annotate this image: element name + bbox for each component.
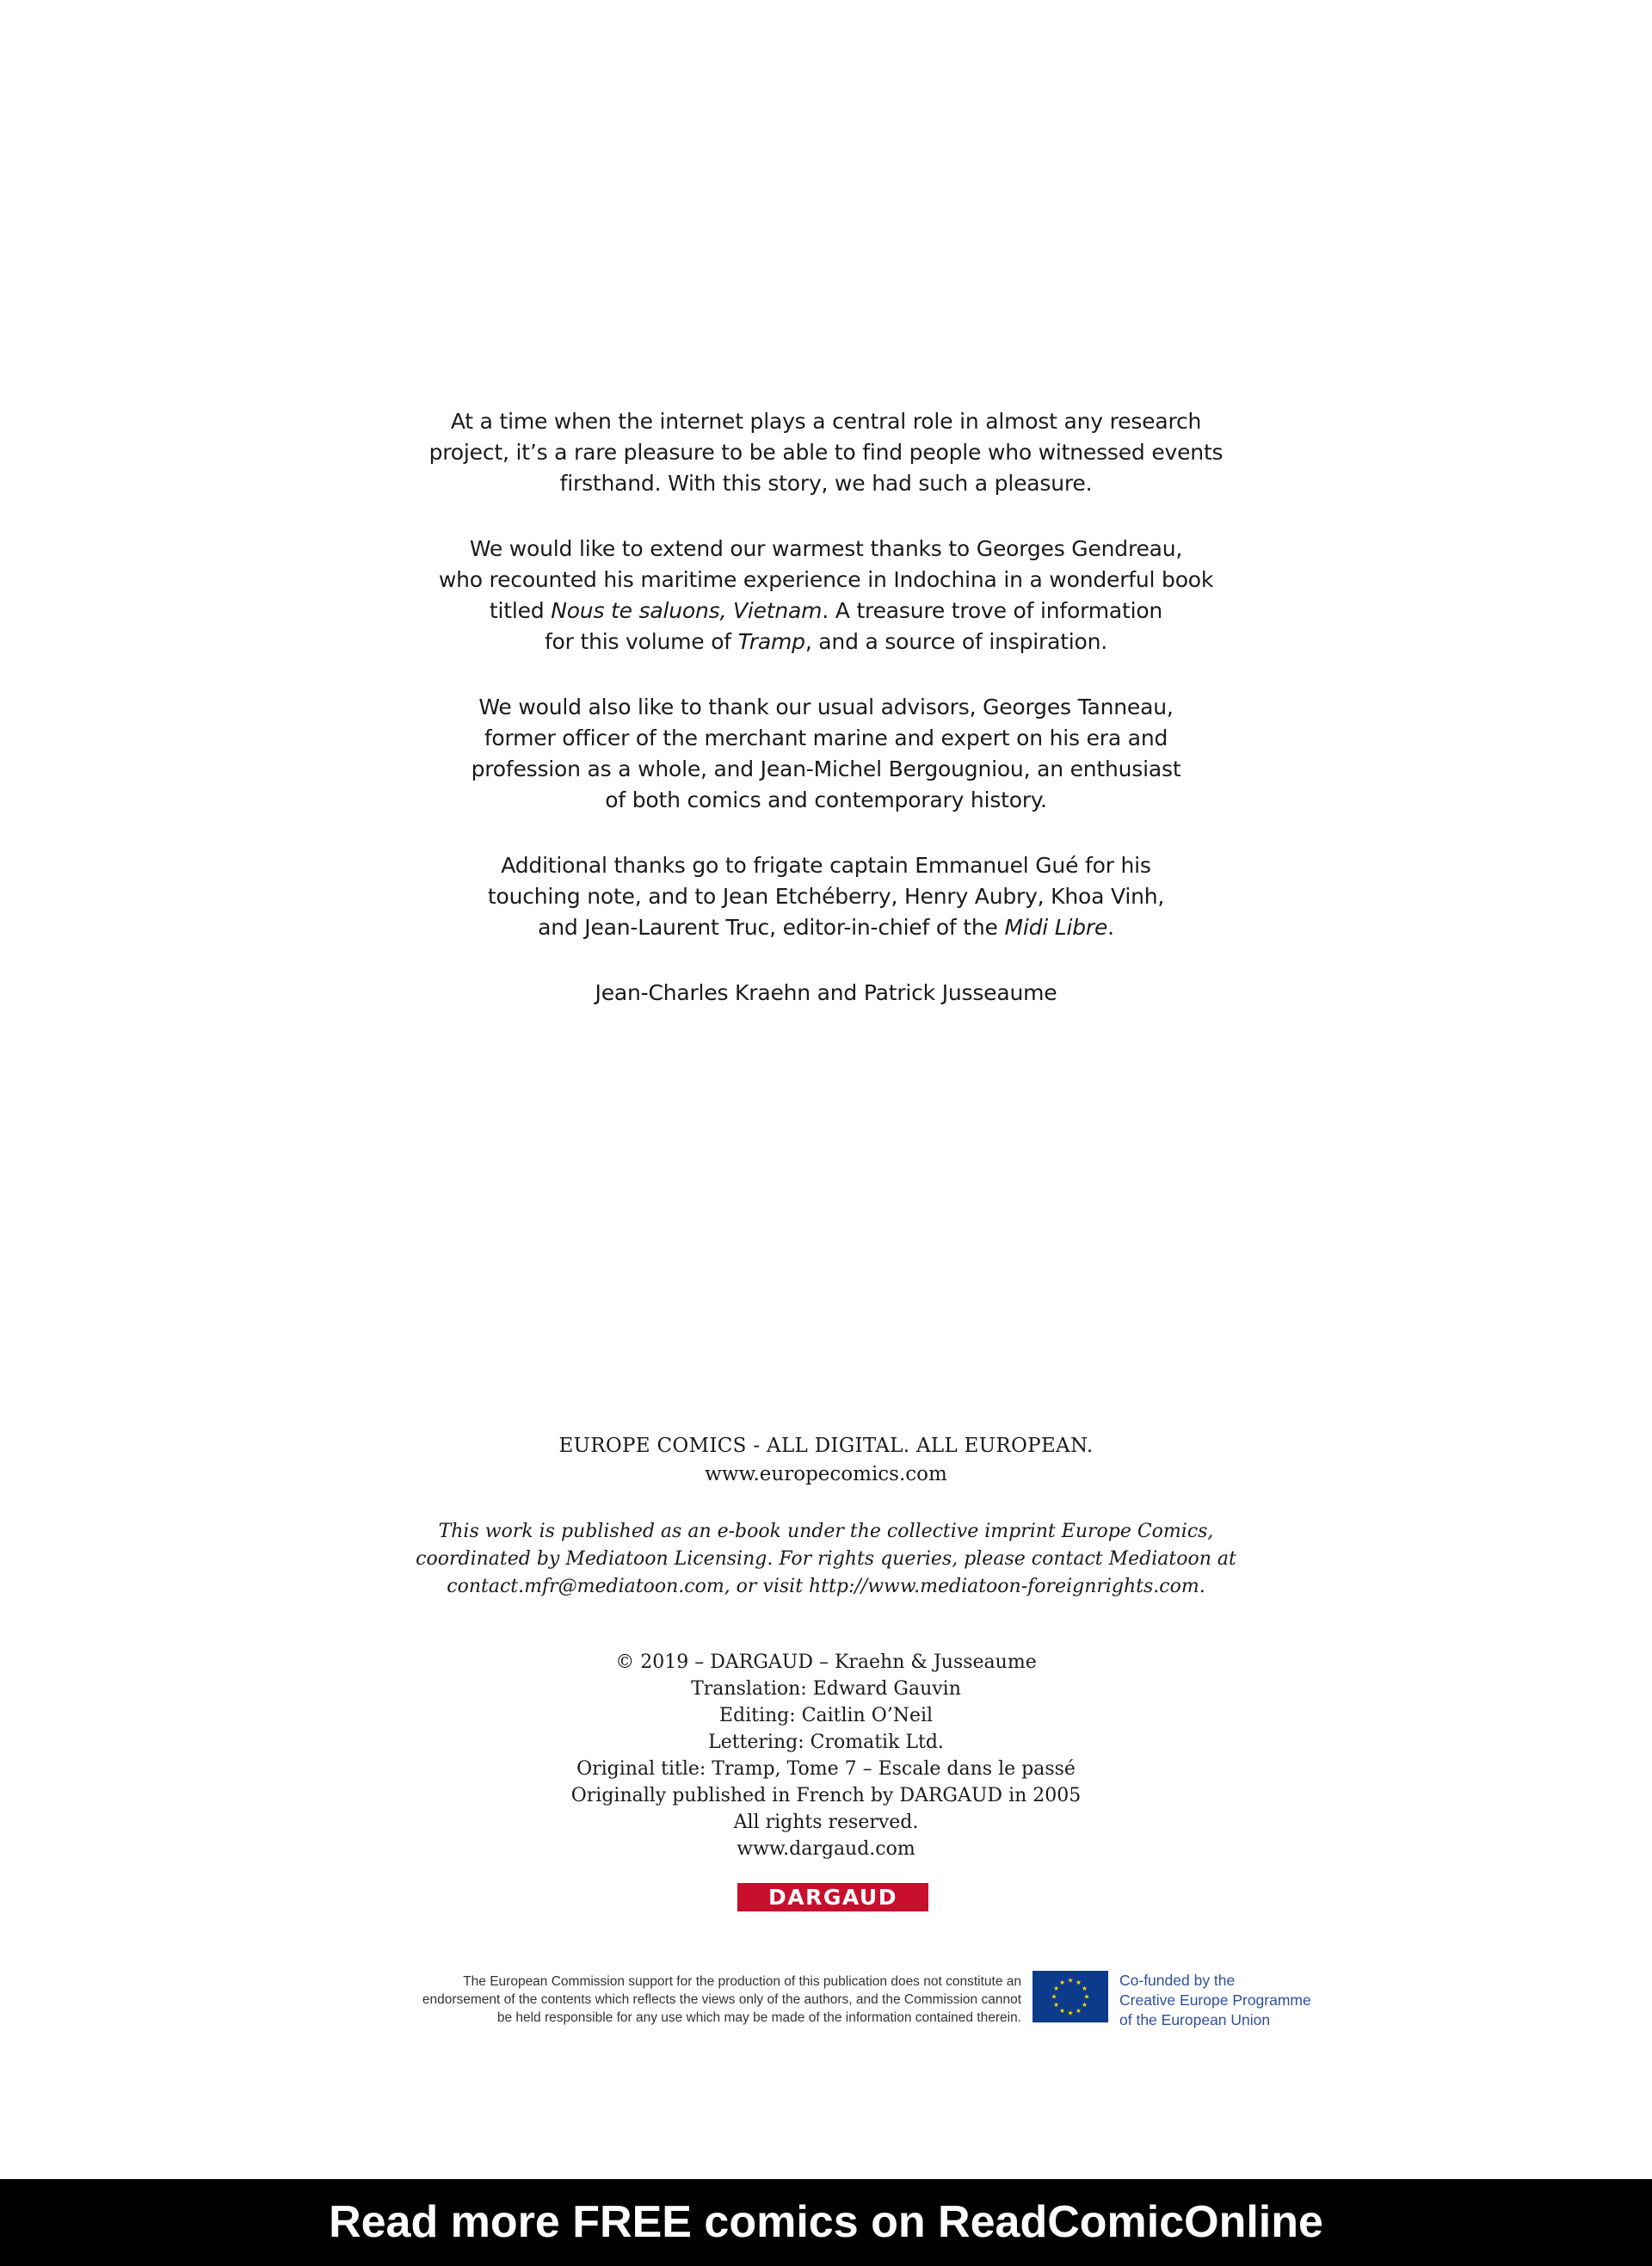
ack-line: profession as a whole, and Jean-Michel Bergougniou, an enthusiast	[471, 756, 1181, 781]
series-title: Tramp	[737, 629, 805, 654]
publisher-credits	[0, 1432, 1652, 1862]
ack-line: touching note, and to Jean Etchéberry, Henry Aubry, Khoa Vinh,	[487, 884, 1165, 909]
ack-text: titled	[489, 598, 552, 623]
ack-line	[0, 912, 1652, 943]
disclaimer-line: The European Commission support for the production of this publication does not constitute an	[463, 1974, 1021, 1989]
original-publication: Originally published in French by DARGAUD in 2005	[570, 1785, 1082, 1806]
eu-star	[1084, 1994, 1089, 1998]
dargaud-logo: DARGAUD	[737, 1883, 928, 1911]
ack-line: former officer of the merchant marine and expert on his era and	[484, 725, 1168, 750]
eu-cofunded-label	[1119, 1971, 1311, 2030]
cofunded-line: Co-funded by the	[1119, 1972, 1236, 1989]
ack-text: and Jean-Laurent Truc, editor-in-chief of the	[538, 915, 1005, 940]
all-rights-reserved: All rights reserved.	[733, 1812, 919, 1833]
ack-line: who recounted his maritime experience in Indochina in a wonderful book	[438, 567, 1214, 592]
ack-line	[0, 596, 1652, 627]
eu-star	[1068, 2010, 1073, 2015]
book-title: Nous te saluons, Vietnam	[551, 598, 823, 623]
eu-star	[1054, 1986, 1059, 1991]
notice-line: coordinated by Mediatoon Licensing. For rights queries, please contact Mediatoon at	[416, 1548, 1236, 1570]
editing-credit: Editing: Caitlin O’Neil	[718, 1705, 934, 1726]
disclaimer-line: endorsement of the contents which reflects the views only of the authors, and the Commission cannot	[422, 1992, 1021, 2007]
newspaper-title: Midi Libre	[1004, 915, 1108, 940]
ack-line: firsthand. With this story, we had such a pleasure.	[559, 471, 1093, 496]
ack-text: .	[1107, 915, 1114, 940]
translation-credit: Translation: Edward Gauvin	[691, 1678, 961, 1700]
eu-star	[1054, 2003, 1059, 2007]
publisher-website-link[interactable]: www.europecomics.com	[705, 1463, 947, 1485]
ack-signature: Jean-Charles Kraehn and Patrick Jusseaume	[595, 980, 1057, 1005]
ack-paragraph-3	[0, 692, 1652, 816]
ack-text: . A treasure trove of information	[822, 598, 1163, 623]
ack-line	[0, 627, 1652, 658]
cofunded-line: Creative Europe Programme	[1119, 1991, 1311, 2009]
eu-flag-icon	[1032, 1971, 1108, 2022]
ack-paragraph-4	[0, 850, 1652, 943]
ack-paragraph-1	[0, 406, 1652, 499]
eu-star	[1082, 1986, 1088, 1991]
ack-line: Additional thanks go to frigate captain Emmanuel Gué for his	[501, 853, 1151, 878]
ack-paragraph-2	[0, 534, 1652, 658]
disclaimer-line: be held responsible for any use which may be made of the information contained therein.	[496, 2010, 1021, 2025]
cofunded-line: of the European Union	[1119, 2011, 1271, 2028]
eu-flag-stars	[1032, 1971, 1108, 2022]
copyright-line: © 2019 – DARGAUD – Kraehn & Jusseaume	[615, 1652, 1037, 1673]
dargaud-website-link[interactable]: www.dargaud.com	[737, 1838, 915, 1860]
publisher-tagline: EUROPE COMICS - ALL DIGITAL. ALL EUROPEAN.	[558, 1435, 1094, 1457]
ack-line: project, it’s a rare pleasure to be able to find people who witnessed events	[428, 440, 1224, 465]
rights-block	[0, 1649, 1652, 1862]
ack-text: , and a source of inspiration.	[804, 629, 1108, 654]
eu-star	[1060, 2008, 1065, 2012]
eu-star	[1060, 1980, 1065, 1985]
promo-banner[interactable]: Read more FREE comics on ReadComicOnline	[0, 2179, 1652, 2266]
eu-star-ring	[1051, 1978, 1089, 2015]
eu-disclaimer	[281, 1973, 1021, 2027]
notice-line: This work is published as an e-book under the collective imprint Europe Comics,	[438, 1521, 1214, 1542]
eu-funding-block	[0, 1971, 1652, 2031]
eu-star	[1076, 2008, 1082, 2012]
ack-line: We would like to extend our warmest thanks to Georges Gendreau,	[469, 536, 1183, 561]
original-title: Original title: Tramp, Tome 7 – Escale dans le passé	[576, 1758, 1076, 1780]
eu-star	[1068, 1978, 1073, 1982]
eu-star	[1076, 1980, 1082, 1985]
ack-text: for this volume of	[544, 629, 738, 654]
ack-line: We would also like to thank our usual advisors, Georges Tanneau,	[478, 695, 1174, 719]
lettering-credit: Lettering: Cromatik Ltd.	[708, 1732, 944, 1753]
notice-line: contact.mfr@mediatoon.com, or visit http://www.mediatoon-foreignrights.com.	[447, 1576, 1205, 1597]
publishing-notice	[0, 1518, 1652, 1601]
ack-line: of both comics and contemporary history.	[605, 787, 1047, 812]
ack-line: At a time when the internet plays a central role in almost any research	[450, 409, 1202, 434]
eu-star	[1082, 2003, 1088, 2007]
acknowledgments	[0, 406, 1652, 1043]
eu-star	[1051, 1994, 1057, 1998]
